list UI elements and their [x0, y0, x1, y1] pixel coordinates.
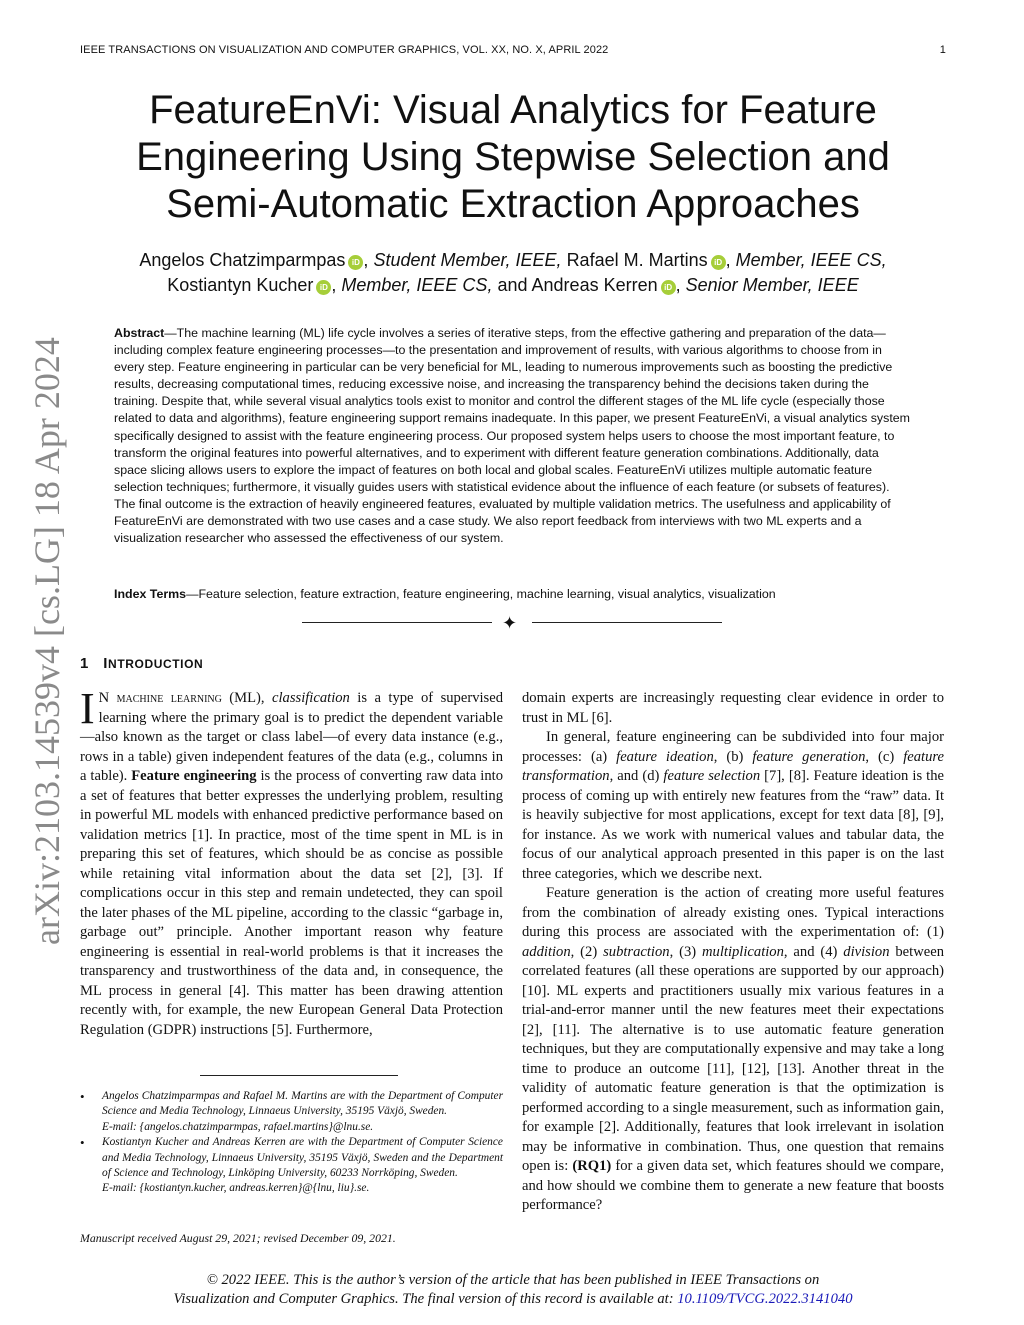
paragraph — [522, 884, 944, 1216]
paper-title — [80, 87, 946, 228]
copyright-line-2: Visualization and Computer Graphics. The final version of this record is available at: — [173, 1291, 678, 1307]
intro-paragraph — [80, 684, 503, 1040]
author-name: Kostiantyn Kucher — [167, 275, 314, 295]
page-number: 1 — [939, 44, 946, 56]
title-line-3: Semi-Automatic Extraction Approaches — [166, 182, 860, 226]
footnote-item — [80, 1135, 503, 1197]
emphasis: addition — [522, 943, 571, 960]
diamond-icon: ✦ — [502, 613, 518, 633]
text: Feature generation is the action of creating more useful features from the combination of already existing ones. Typical interactions during this process are associated with the experimentation of: (1) — [522, 885, 944, 940]
section-heading — [80, 655, 203, 672]
divider-line-right — [532, 622, 722, 623]
emphasis: feature transformation — [522, 748, 944, 784]
index-terms-label: Index Terms — [114, 587, 187, 601]
paragraph: domain experts are increasingly requesting clear evidence in order to trust in ML [6]. — [522, 690, 944, 726]
author-conjunction: and — [497, 275, 528, 295]
author-list: Angelos Chatzimparmpas iD , Student Member, IEEE, Rafael M. Martins iD , Member, IEEE CS, Kostiantyn Kucher iD , Member, IEEE CS, and Andreas Kerren iD , Senior Member, IEEE — [139, 250, 887, 295]
left-column — [80, 684, 503, 1040]
footnote-email[interactable]: E-mail: {angelos.chatzimparmpas, rafael.martins}@lnu.se. — [102, 1120, 374, 1133]
section-divider — [302, 613, 722, 633]
footnote-item — [80, 1089, 503, 1135]
dropcap: I — [80, 684, 95, 733]
journal-line: IEEE TRANSACTIONS ON VISUALIZATION AND COMPUTER GRAPHICS, VOL. XX, NO. X, APRIL 2022 — [80, 44, 609, 56]
author-name: Andreas Kerren — [531, 275, 658, 295]
text: , (3) — [669, 943, 703, 960]
text: [7], [8]. Feature ideation is the process of coming up with entirely new features from the “raw” data. It is heavily subjective for most applications, except for text data [8], [9], for instance. As we work with numerical values and tabular data, the focus of our analytical approach presented in this paper is on the last three categories, which we describe next. — [522, 768, 944, 882]
footnote-email[interactable]: E-mail: {kostiantyn.kucher, andreas.kerren}@{lnu, liu}.se. — [102, 1182, 370, 1195]
emphasis: subtraction — [603, 943, 670, 960]
emphasis: feature selection — [663, 768, 761, 784]
orcid-icon[interactable]: iD — [711, 255, 726, 270]
arxiv-stamp: arXiv:2103.14539v4 [cs.LG] 18 Apr 2024 — [27, 337, 67, 945]
intro-text: is a type of supervised learning where the primary goal is to predict the dependent variable—also known as the target or class label—of every data instance (e.g., rows in a table) given independent features of the data (e.g., columns in a table). — [80, 690, 503, 784]
emphasis: feature generation — [752, 748, 866, 765]
text: , (2) — [570, 943, 604, 960]
orcid-icon[interactable]: iD — [348, 255, 363, 270]
text: for a given data set, which features should we compare, and how should we combine them to generate a new feature that boosts performance? — [522, 1158, 944, 1213]
bold-term: Feature engineering — [131, 768, 257, 784]
text: , (b) — [713, 748, 753, 765]
emphasis: division — [843, 943, 890, 960]
index-terms-text: —Feature selection, feature extraction, feature engineering, machine learning, visual analytics, visualization — [186, 587, 776, 601]
author-role: Senior Member, IEEE — [685, 275, 859, 295]
abstract — [114, 325, 910, 547]
author-role: Member, IEEE CS, — [735, 250, 887, 270]
copyright-notice — [80, 1271, 946, 1309]
section-number: 1 — [80, 655, 89, 672]
running-head — [80, 44, 946, 56]
footnote-rule — [200, 1075, 398, 1076]
footnotes — [80, 1089, 503, 1197]
abstract-label: Abstract — [114, 326, 165, 340]
text: , and (d) — [609, 768, 664, 784]
orcid-icon[interactable]: iD — [661, 280, 676, 295]
text: In general, feature engineering can be subdivided into four major processes: (a) — [522, 729, 944, 765]
author-name: Angelos Chatzimparmpas — [139, 250, 346, 270]
intro-text: N machine learning (ML), — [98, 690, 273, 706]
bold-term: (RQ1) — [572, 1158, 612, 1174]
section-title-rest: NTRODUCTION — [108, 657, 204, 671]
footnote-text: Angelos Chatzimparmpas and Rafael M. Martins are with the Department of Computer Science and Media Technology, Linnaeus University, 35195 Växjö, Sweden. — [102, 1090, 503, 1118]
intro-text: is the process of converting raw data into a set of features that better expresses the underlying problem, resulting in powerful ML models with enhanced predictive performance based on validation metrics [1]. In practice, most of the time spent in ML is in preparing this set of features, which should be as concise as possible while retaining vital information about the data set [2], [3]. If complications occur in this step and remain undetected, they can spoil the later phases of the ML pipeline, according to the classic “garbage in, garbage out” principle. Another important reason why feature engineering is essential in real-world problems is that it increases the transparency and trustworthiness of the data and, in consequence, the ML process in general [4]. This matter has been drawing attention recently with, for example, the new European General Data Protection Regulation (GDPR) instructions [5]. Furthermore, — [80, 768, 503, 1038]
title-line-1: FeatureEnVi: Visual Analytics for Feature — [149, 88, 877, 132]
doi-link[interactable]: 10.1109/TVCG.2022.3141040 — [677, 1291, 853, 1307]
text: between correlated features (all these operations are supported by our approach) [10]. ML experts and practitioners usually mix various features in a trial-and-error manner until the new features meet their expectations [2], [11]. The alternative is to use automatic feature generation techniques, but they are computationally expensive and may take a long time to produce an outcome [11], [12], [13]. Another threat in the validity of automatic feature generation is that the optimization is performed according to a single measurement, such as information gain, for example [2]. Additionally, features that look irrelevant in isolation may be informative in combination. Thus, one question that remains open is: — [522, 943, 944, 1174]
paragraph — [522, 728, 944, 884]
right-column — [522, 689, 944, 1216]
orcid-icon[interactable]: iD — [316, 280, 331, 295]
manuscript-note: Manuscript received August 29, 2021; revised December 09, 2021. — [80, 1231, 396, 1245]
abstract-text: —The machine learning (ML) life cycle involves a series of iterative steps, from the effective gathering and preparation of the data—including complex feature engineering processes—to the presentation and improvement of results, with various algorithms to choose from in every step. Feature engineering in particular can be very beneficial for ML, leading to numerous improvements such as boosting the predictive results, decreasing computational times, reducing excessive noise, and increasing the transparency behind the decisions taken during the training. Despite that, while several visual analytics tools exist to monitor and control the different stages of the ML life cycle (especially those related to data and algorithms), feature engineering support remains inadequate. In this paper, we present FeatureEnVi, a visual analytics system specifically designed to assist with the feature engineering process. Our proposed system helps users to choose the most important feature, to transform the original features into powerful alternatives, and to experiment with different feature generation combinations. Additionally, data space slicing allows users to explore the impact of features on both local and global scales. FeatureEnVi utilizes multiple automatic feature selection techniques; furthermore, it visually guides users with statistical evidence about the influence of each feature (or subsets of features). The final outcome is the extraction of heavily engineered features, evaluated by multiple validation metrics. The usefulness and applicability of FeatureEnVi are demonstrated with two use cases and a case study. We also report feedback from interviews with two ML experts and a visualization researcher who assessed the effectiveness of our system. — [114, 326, 910, 546]
text: , (c) — [865, 748, 904, 765]
author-name: Rafael M. Martins — [566, 250, 708, 270]
divider-line-left — [302, 622, 492, 623]
index-terms — [114, 586, 910, 603]
emphasis: feature ideation — [616, 748, 714, 765]
section-title-initial: I — [103, 655, 109, 672]
emphasis: multiplication — [702, 943, 784, 960]
title-line-2: Engineering Using Stepwise Selection and — [136, 135, 890, 179]
emphasis: classification — [272, 690, 350, 706]
bullet-icon: • — [80, 1089, 85, 1104]
author-role: Member, IEEE CS, — [341, 275, 493, 295]
copyright-line-1: © 2022 IEEE. This is the author’s version of the article that has been published in IEEE Transactions on — [206, 1272, 820, 1288]
bullet-icon: • — [80, 1135, 85, 1151]
text: , and (4) — [783, 943, 844, 960]
footnote-text: Kostiantyn Kucher and Andreas Kerren are with the Department of Computer Science and Media Technology, Linnaeus University, 35195 Växjö, Sweden and the Department of Science and Technology, Linköping University, 60233 Norrköping, Sweden. — [102, 1136, 503, 1180]
author-role: Student Member, IEEE, — [373, 250, 562, 270]
